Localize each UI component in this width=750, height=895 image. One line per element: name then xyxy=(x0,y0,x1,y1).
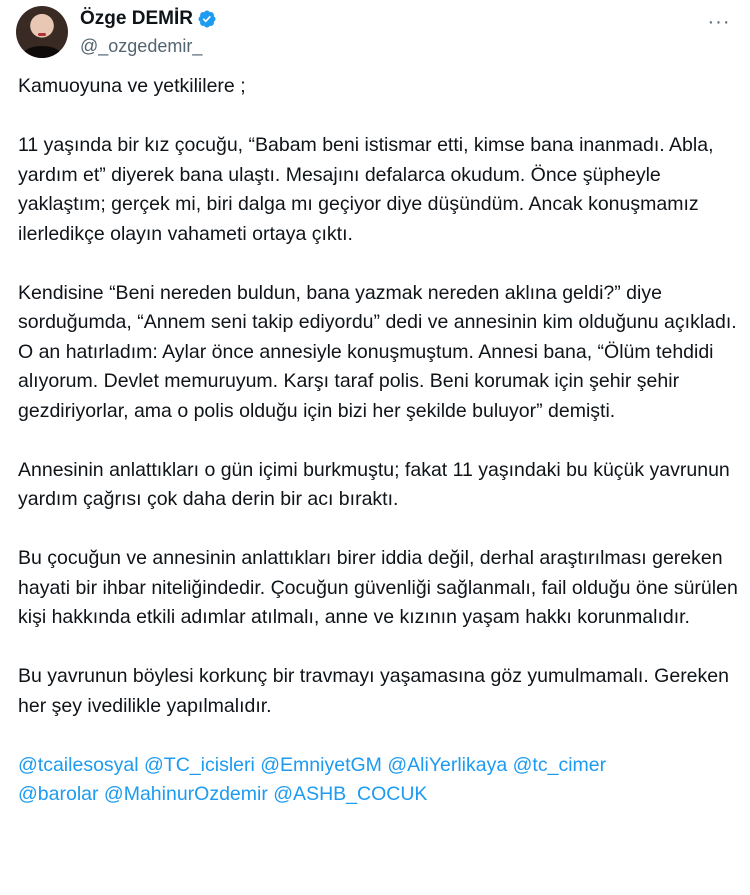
tweet-header xyxy=(16,6,734,62)
mention-link[interactable]: @ASHB_COCUK xyxy=(273,783,428,805)
avatar-lip xyxy=(38,33,46,36)
verified-badge-icon[interactable] xyxy=(197,9,217,29)
mention-link[interactable]: @EmniyetGM xyxy=(260,753,382,776)
tweet-body xyxy=(18,72,738,810)
avatar-body xyxy=(22,46,62,58)
author-name[interactable]: Özge DEMİR xyxy=(80,8,193,29)
tweet-paragraph: Bu yavrunun böylesi korkunç bir travmayı yaşamasına göz yumulmamalı. Gereken her şey ivedilikle yapılmalıdır. xyxy=(18,665,729,717)
tweet-paragraph: Annesinin anlattıkları o gün içimi burkmuştu; fakat 11 yaşındaki bu küçük yavrunun yardım çağrısı çok daha derin bir acı bıraktı. xyxy=(18,458,730,510)
tweet-paragraph: 11 yaşında bir kız çocuğu, “Babam beni istismar etti, kimse bana inanmadı. Abla, yardım et” diyerek bana ulaştı. Mesajını defalarca okudum. Önce şüpheyle yaklaştım; gerçek mi, biri dalga mı geçiyor diye düşündüm. Ancak konuşmamız ilerledikçe olayın vahameti ortaya çıktı. xyxy=(18,134,714,245)
mention-link[interactable]: @tc_cimer xyxy=(512,753,607,776)
avatar[interactable] xyxy=(16,6,68,58)
mention-link[interactable]: @tcailesosyal xyxy=(18,753,139,776)
tweet-paragraph: Kamuoyuna ve yetkililere ; xyxy=(18,75,246,97)
mention-link[interactable]: @TC_icisleri xyxy=(144,753,255,776)
more-options-icon[interactable]: ··· xyxy=(707,10,731,33)
name-row xyxy=(80,8,217,30)
mentions xyxy=(18,751,738,810)
author-handle[interactable]: @_ozgedemir_ xyxy=(80,36,203,56)
mention-link[interactable]: @MahinurOzdemir xyxy=(103,783,268,805)
tweet-paragraph: Bu çocuğun ve annesinin anlattıkları birer iddia değil, derhal araştırılması gereken hayati bir ihbar niteliğindedir. Çocuğun güvenliği sağlanmalı, fail olduğu öne sürülen kişi hakkında etkili adımlar atılmalı, anne ve kızının yaşam hakkı korunmalıdır. xyxy=(18,547,738,628)
tweet-paragraph: Kendisine “Beni nereden buldun, bana yazmak nereden aklına geldi?” diye sorduğumda, “Annem seni takip ediyordu” dedi ve annesinin kim olduğunu açıkladı. O an hatırladım: Aylar önce annesiyle konuşmuştum. Annesi bana, “Ölüm tehdidi alıyorum. Devlet memuruyum. Karşı taraf polis. Beni korumak için şehir şehir gezdiriyorlar, ama o polis olduğu için bizi her şekilde buluyor” demişti. xyxy=(18,281,737,422)
mention-link[interactable]: @AliYerlikaya xyxy=(387,753,508,776)
mention-link[interactable]: @barolar xyxy=(18,783,99,805)
